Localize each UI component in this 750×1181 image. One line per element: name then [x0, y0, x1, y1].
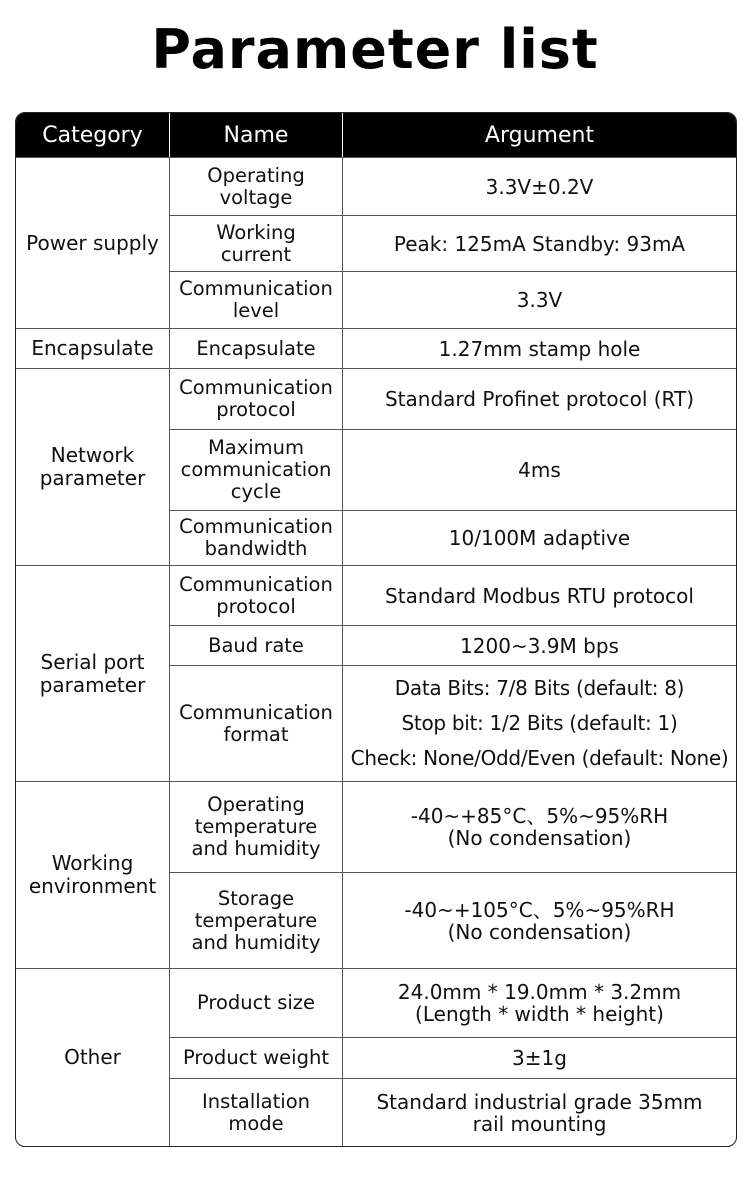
- category-power-supply: Power supply: [16, 157, 169, 328]
- param-value-encapsulate: 1.27mm stamp hole: [342, 328, 736, 368]
- param-value-communication-cycle: 4ms: [342, 429, 736, 510]
- param-value-working-current: Peak: 125mA Standby: 93mA: [342, 215, 736, 271]
- table-row: [16, 968, 736, 1037]
- page-title: Parameter list: [151, 18, 599, 81]
- header-name: Name: [169, 113, 342, 157]
- header-row: [16, 113, 736, 157]
- param-name-communication-bandwidth: Communication bandwidth: [169, 510, 342, 565]
- param-value-communication-bandwidth: 10/100M adaptive: [342, 510, 736, 565]
- param-value-baud-rate: 1200~3.9M bps: [342, 625, 736, 665]
- table-row: [16, 328, 736, 368]
- param-name-encapsulate: Encapsulate: [169, 328, 342, 368]
- param-value-product-weight: 3±1g: [342, 1037, 736, 1078]
- param-name-communication-level: Communication level: [169, 271, 342, 328]
- parameter-table: [15, 112, 737, 1147]
- header-category: Category: [16, 113, 169, 157]
- param-value-network-protocol: Standard Profinet protocol (RT): [342, 368, 736, 429]
- param-name-product-size: Product size: [169, 968, 342, 1037]
- table-row: [16, 565, 736, 625]
- param-value-storage-temperature: -40~+105°C、5%~95%RH (No condensation): [342, 872, 736, 968]
- param-name-operating-voltage: Operating voltage: [169, 157, 342, 215]
- param-value-communication-format: [342, 665, 736, 781]
- param-value-serial-protocol: Standard Modbus RTU protocol: [342, 565, 736, 625]
- format-data-bits: Data Bits: 7/8 Bits (default: 8): [394, 676, 685, 700]
- param-value-product-size: 24.0mm * 19.0mm * 3.2mm (Length * width * height): [342, 968, 736, 1037]
- param-name-communication-cycle: Maximum communication cycle: [169, 429, 342, 510]
- param-value-communication-level: 3.3V: [342, 271, 736, 328]
- table-row: [16, 368, 736, 429]
- param-name-network-protocol: Communication protocol: [169, 368, 342, 429]
- param-value-operating-voltage: 3.3V±0.2V: [342, 157, 736, 215]
- table-row: [16, 781, 736, 872]
- category-encapsulate: Encapsulate: [16, 328, 169, 368]
- table-row: [16, 157, 736, 215]
- category-serial-port-parameter: Serial port parameter: [16, 565, 169, 781]
- category-network-parameter: Network parameter: [16, 368, 169, 565]
- param-name-communication-format: Communication format: [169, 665, 342, 781]
- param-value-operating-temperature: -40~+85°C、5%~95%RH (No condensation): [342, 781, 736, 872]
- category-other: Other: [16, 968, 169, 1146]
- category-working-environment: Working environment: [16, 781, 169, 968]
- param-name-baud-rate: Baud rate: [169, 625, 342, 665]
- param-value-installation-mode: Standard industrial grade 35mm rail mounting: [342, 1078, 736, 1146]
- param-name-storage-temperature: Storage temperature and humidity: [169, 872, 342, 968]
- param-name-serial-protocol: Communication protocol: [169, 565, 342, 625]
- format-check: Check: None/Odd/Even (default: None): [350, 746, 729, 770]
- param-name-operating-temperature: Operating temperature and humidity: [169, 781, 342, 872]
- format-stop-bit: Stop bit: 1/2 Bits (default: 1): [401, 711, 678, 735]
- header-argument: Argument: [342, 113, 736, 157]
- param-name-product-weight: Product weight: [169, 1037, 342, 1078]
- param-name-working-current: Working current: [169, 215, 342, 271]
- param-name-installation-mode: Installation mode: [169, 1078, 342, 1146]
